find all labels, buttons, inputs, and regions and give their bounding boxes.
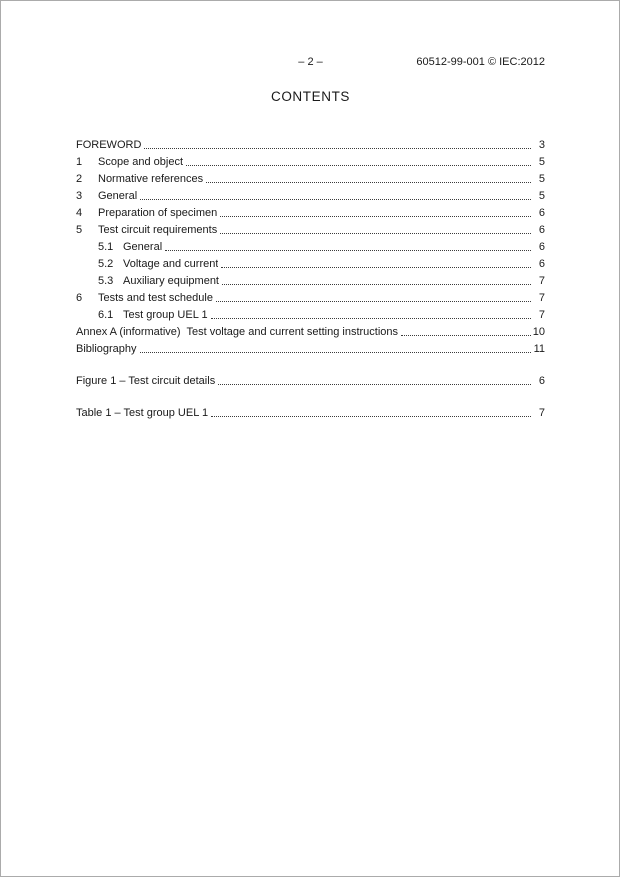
toc-entry-label: FOREWORD xyxy=(76,139,142,151)
toc-entry[interactable] xyxy=(76,186,545,203)
toc-leader xyxy=(186,165,531,166)
toc-entry-page: 6 xyxy=(538,224,545,236)
toc-entry-number: 6.1 xyxy=(98,309,114,321)
toc-leader xyxy=(140,352,531,353)
toc-entry-label: Voltage and current xyxy=(123,258,219,270)
figure-entry-page: 6 xyxy=(538,375,545,387)
toc-entry-number: 6 xyxy=(76,292,83,304)
toc-entry[interactable] xyxy=(76,203,545,220)
table-list-entry[interactable] xyxy=(76,403,545,420)
toc-leader xyxy=(220,216,531,217)
table-of-contents xyxy=(76,135,545,420)
toc-entry[interactable] xyxy=(76,220,545,237)
toc-entry-page: 6 xyxy=(538,241,545,253)
toc-entry[interactable] xyxy=(76,254,545,271)
toc-entry-label: Bibliography xyxy=(76,343,137,355)
toc-entry[interactable] xyxy=(76,271,545,288)
toc-entry-number: 2 xyxy=(76,173,83,185)
toc-entry[interactable] xyxy=(76,237,545,254)
toc-entry-page: 6 xyxy=(538,207,545,219)
toc-leader xyxy=(211,416,531,417)
toc-entry-number: 5.3 xyxy=(98,275,114,287)
toc-leader xyxy=(211,318,531,319)
toc-leader xyxy=(140,199,531,200)
toc-entry[interactable] xyxy=(76,339,545,356)
toc-entry-page: 7 xyxy=(538,309,545,321)
header-doc-ref: 60512-99-001 © IEC:2012 xyxy=(416,56,545,68)
toc-entry[interactable] xyxy=(76,305,545,322)
table-entry-page: 7 xyxy=(538,407,545,419)
page-header xyxy=(76,56,545,70)
toc-entry-page: 7 xyxy=(538,275,545,287)
header-page-number: – 2 – xyxy=(298,56,323,68)
toc-entry-label: Test circuit requirements xyxy=(98,224,218,236)
toc-entry-page: 11 xyxy=(533,343,545,355)
toc-entry[interactable] xyxy=(76,288,545,305)
toc-entry-label: Normative references xyxy=(98,173,204,185)
toc-entry-number: 1 xyxy=(76,156,83,168)
toc-entry-label: Annex A (informative) Test voltage and current setting instructions xyxy=(76,326,399,338)
toc-leader xyxy=(401,335,531,336)
toc-entry-number: 5.1 xyxy=(98,241,114,253)
toc-entry-number: 3 xyxy=(76,190,83,202)
toc-entry-number: 4 xyxy=(76,207,83,219)
contents-title: CONTENTS xyxy=(270,89,351,104)
toc-entry-number: 5.2 xyxy=(98,258,114,270)
figure-entry-label: Figure 1 – Test circuit details xyxy=(76,375,216,387)
toc-entry[interactable] xyxy=(76,135,545,152)
toc-leader xyxy=(165,250,531,251)
toc-leader xyxy=(206,182,531,183)
toc-entry-label: Tests and test schedule xyxy=(98,292,213,304)
toc-entry-page: 7 xyxy=(538,292,545,304)
toc-entry-label: Scope and object xyxy=(98,156,184,168)
toc-entry-label: General xyxy=(123,241,163,253)
toc-leader xyxy=(216,301,531,302)
toc-entry-label: Test group UEL 1 xyxy=(123,309,208,321)
toc-entry-page: 10 xyxy=(532,326,545,338)
table-entry-label: Table 1 – Test group UEL 1 xyxy=(76,407,209,419)
toc-leader xyxy=(218,384,531,385)
toc-entry-page: 3 xyxy=(538,139,545,151)
toc-entry-page: 5 xyxy=(538,173,545,185)
toc-entry[interactable] xyxy=(76,322,545,339)
toc-entry-number: 5 xyxy=(76,224,83,236)
figure-list-entry[interactable] xyxy=(76,371,545,388)
toc-leader xyxy=(222,284,531,285)
toc-leader xyxy=(221,267,531,268)
toc-entry-page: 6 xyxy=(538,258,545,270)
toc-entry-label: General xyxy=(98,190,138,202)
toc-leader xyxy=(144,148,531,149)
toc-entry-page: 5 xyxy=(538,190,545,202)
toc-entry-page: 5 xyxy=(538,156,545,168)
toc-entry[interactable] xyxy=(76,152,545,169)
toc-entry-label: Auxiliary equipment xyxy=(123,275,219,287)
toc-entry-label: Preparation of specimen xyxy=(98,207,218,219)
toc-leader xyxy=(220,233,531,234)
toc-entry[interactable] xyxy=(76,169,545,186)
